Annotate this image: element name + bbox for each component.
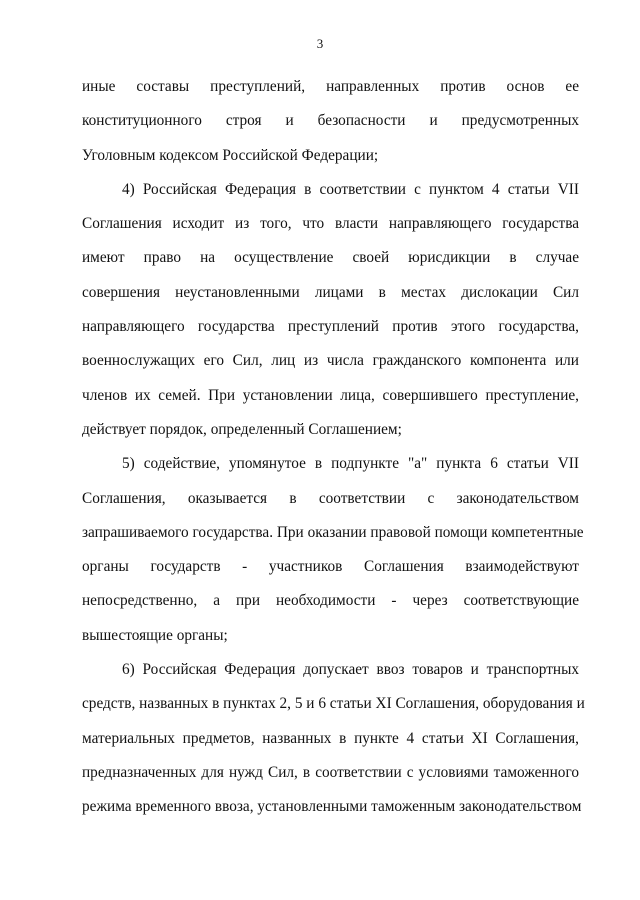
text-line: органы государств - участников Соглашения взаимодействуют bbox=[82, 558, 579, 576]
text-line: предназначенных для нужд Сил, в соответствии с условиями таможенного bbox=[82, 763, 579, 781]
text-line: 5) содействие, упомянутое в подпункте "а" пункта 6 статьи VII bbox=[122, 455, 579, 473]
text-line: вышестоящие органы; bbox=[82, 626, 228, 644]
text-line: запрашиваемого государства. При оказании правовой помощи компетентные bbox=[82, 523, 584, 541]
text-line: 6) Российская Федерация допускает ввоз товаров и транспортных bbox=[122, 661, 579, 679]
text-line: 4) Российская Федерация в соответствии с пунктом 4 статьи VII bbox=[122, 180, 579, 198]
text-line: действует порядок, определенный Соглашением; bbox=[82, 420, 402, 438]
text-line: совершения неустановленными лицами в местах дислокации Сил bbox=[82, 283, 579, 301]
text-line: Уголовным кодексом Российской Федерации; bbox=[82, 146, 379, 164]
document-body bbox=[82, 70, 585, 825]
text-line: средств, названных в пунктах 2, 5 и 6 статьи XI Соглашения, оборудования и bbox=[82, 695, 585, 713]
text-line: Соглашения, оказывается в соответствии с законодательством bbox=[82, 489, 579, 507]
text-line: непосредственно, а при необходимости - через соответствующие bbox=[82, 592, 579, 610]
text-line: материальных предметов, названных в пункте 4 статьи XI Соглашения, bbox=[82, 729, 579, 747]
text-line: конституционного строя и безопасности и предусмотренных bbox=[82, 112, 579, 130]
text-line: имеют право на осуществление своей юрисдикции в случае bbox=[82, 249, 579, 267]
text-line: членов их семей. При установлении лица, совершившего преступление, bbox=[82, 386, 579, 404]
text-line: направляющего государства преступлений против этого государства, bbox=[82, 318, 579, 336]
page-number: 3 bbox=[316, 36, 324, 51]
text-line: военнослужащих его Сил, лиц из числа гражданского компонента или bbox=[82, 352, 579, 370]
text-line: режима временного ввоза, установленными таможенным законодательством bbox=[82, 798, 582, 816]
text-line: Соглашения исходит из того, что власти направляющего государства bbox=[82, 215, 579, 233]
text-line: иные составы преступлений, направленных против основ ее bbox=[82, 78, 579, 95]
